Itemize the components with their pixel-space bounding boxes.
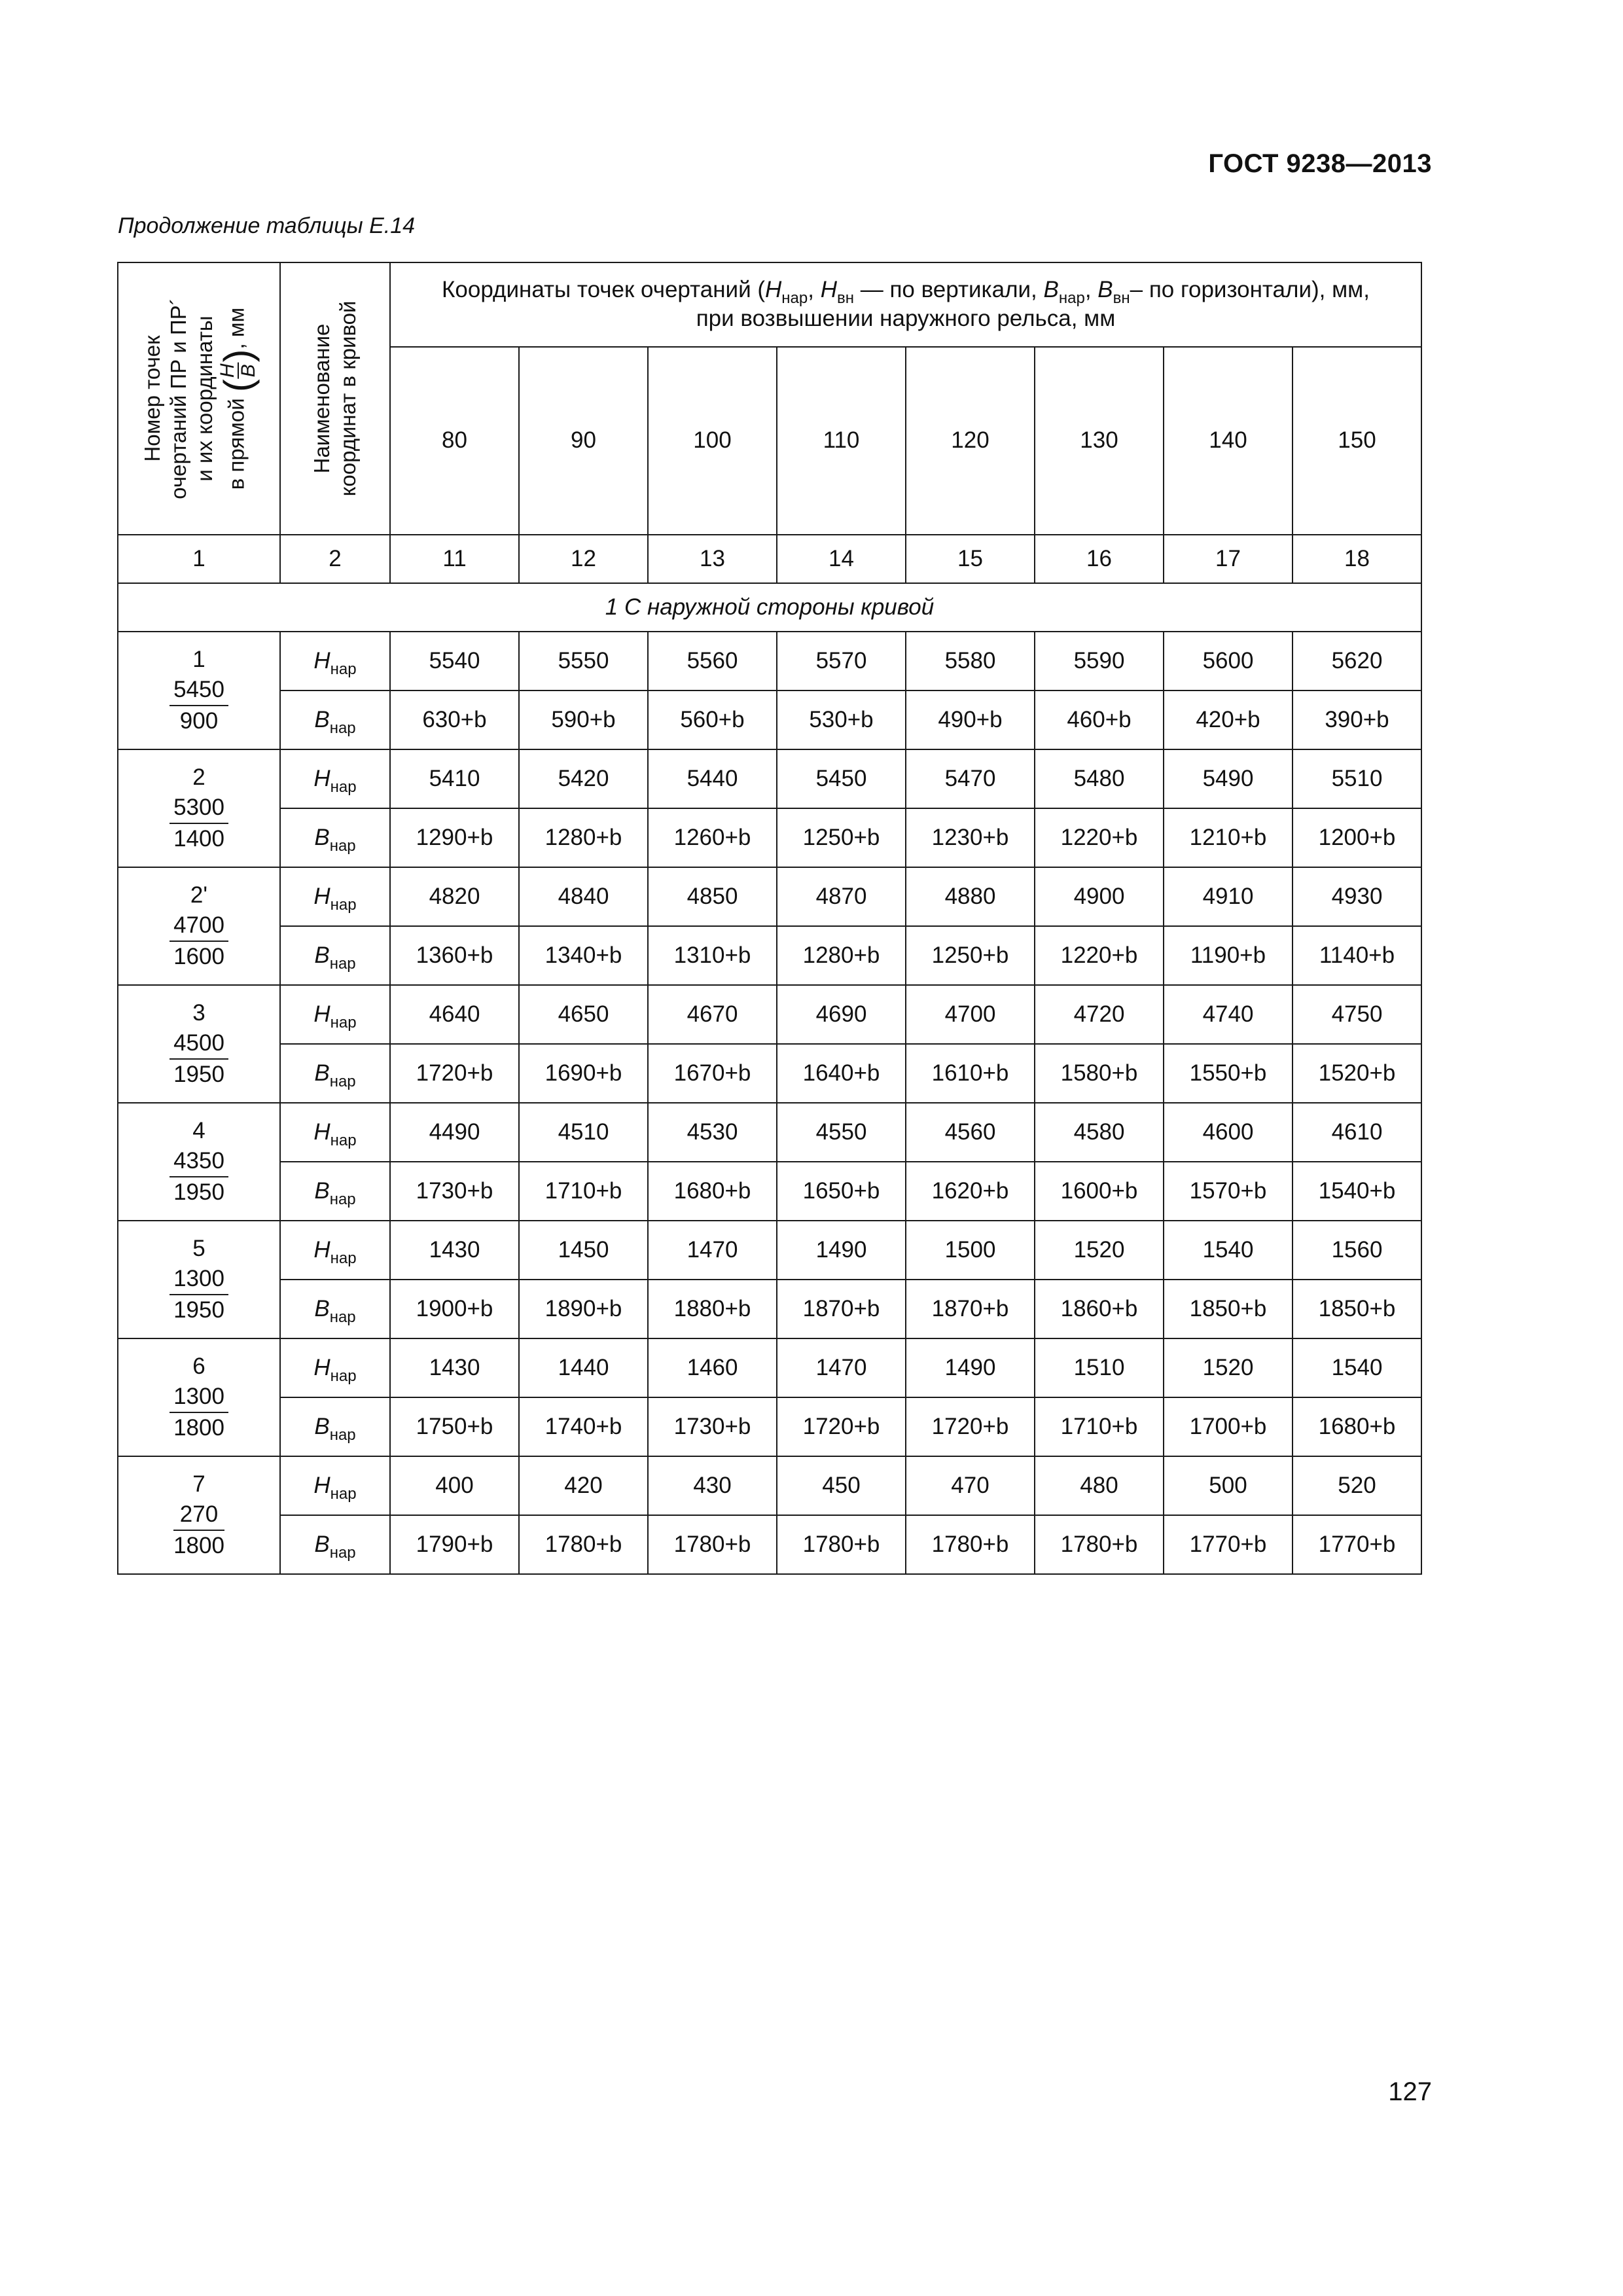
column-number-cell: 17 bbox=[1164, 535, 1293, 583]
b-value-cell: 1360+b bbox=[390, 926, 519, 985]
point-h-straight: 4700 bbox=[169, 910, 228, 942]
h-value-cell: 5490 bbox=[1164, 749, 1293, 808]
coord-subscript: нар bbox=[330, 1367, 357, 1385]
h-value-cell: 1560 bbox=[1293, 1221, 1421, 1280]
b-letter: B bbox=[1097, 277, 1113, 303]
b-value-cell: 1250+b bbox=[906, 926, 1035, 985]
b-value-cell: 390+b bbox=[1293, 691, 1421, 749]
h-value-cell: 4560 bbox=[906, 1103, 1035, 1162]
point-cell bbox=[118, 1338, 280, 1456]
h-value-cell: 4530 bbox=[648, 1103, 777, 1162]
elevation-cell: 110 bbox=[777, 347, 906, 535]
coord-subscript: нар bbox=[330, 1485, 357, 1503]
coord-letter: B bbox=[314, 825, 330, 850]
h-value-cell: 4700 bbox=[906, 985, 1035, 1044]
coord-letter: H bbox=[313, 1237, 330, 1263]
h-value-cell: 5550 bbox=[519, 632, 648, 691]
coord-name-b-nar bbox=[280, 1397, 390, 1456]
group-header-line2: при возвышении наружного рельса, мм bbox=[696, 306, 1116, 332]
coord-letter: B bbox=[314, 707, 330, 732]
table-row-h bbox=[118, 1338, 1421, 1397]
b-value-cell: 490+b bbox=[906, 691, 1035, 749]
coord-subscript: нар bbox=[329, 955, 356, 973]
b-value-cell: 1780+b bbox=[777, 1515, 906, 1574]
col1-header-prefix: в прямой bbox=[224, 398, 249, 490]
elevation-cell: 140 bbox=[1164, 347, 1293, 535]
coord-subscript: нар bbox=[330, 778, 357, 796]
coord-letter: B bbox=[314, 942, 330, 968]
coord-subscript: нар bbox=[329, 1544, 356, 1562]
point-b-straight: 1800 bbox=[173, 1415, 224, 1441]
b-value-cell: 1880+b bbox=[648, 1280, 777, 1338]
coord-letter: H bbox=[313, 1001, 330, 1027]
b-value-cell: 1710+b bbox=[519, 1162, 648, 1221]
point-straight-coords bbox=[169, 910, 228, 972]
point-cell bbox=[118, 1103, 280, 1221]
coord-letter: B bbox=[314, 1060, 330, 1086]
h-value-cell: 1490 bbox=[777, 1221, 906, 1280]
elevation-cell: 100 bbox=[648, 347, 777, 535]
b-value-cell: 1200+b bbox=[1293, 808, 1421, 867]
elevation-cell: 150 bbox=[1293, 347, 1421, 535]
group-header-line1 bbox=[391, 277, 1421, 306]
table-row-b bbox=[118, 1397, 1421, 1456]
section-title: 1 С наружной стороны кривой bbox=[118, 583, 1421, 632]
h-value-cell: 5570 bbox=[777, 632, 906, 691]
b-value-cell: 1900+b bbox=[390, 1280, 519, 1338]
b-value-cell: 1520+b bbox=[1293, 1044, 1421, 1103]
column-number-cell: 16 bbox=[1035, 535, 1164, 583]
h-value-cell: 4840 bbox=[519, 867, 648, 926]
coord-name-b-nar bbox=[280, 1280, 390, 1338]
point-number: 5 bbox=[192, 1236, 205, 1261]
h-value-cell: 4510 bbox=[519, 1103, 648, 1162]
b-value-cell: 460+b bbox=[1035, 691, 1164, 749]
point-straight-coords bbox=[169, 1382, 228, 1443]
b-value-cell: 1610+b bbox=[906, 1044, 1035, 1103]
h-value-cell: 4670 bbox=[648, 985, 777, 1044]
b-value-cell: 1280+b bbox=[777, 926, 906, 985]
h-value-cell: 5540 bbox=[390, 632, 519, 691]
col1-header bbox=[118, 262, 280, 535]
table-caption: Продолжение таблицы Е.14 bbox=[118, 213, 416, 238]
b-value-cell: 1680+b bbox=[1293, 1397, 1421, 1456]
b-value-cell: 1140+b bbox=[1293, 926, 1421, 985]
coord-name-h-nar bbox=[280, 1338, 390, 1397]
h-value-cell: 1510 bbox=[1035, 1338, 1164, 1397]
b-value-cell: 1770+b bbox=[1293, 1515, 1421, 1574]
h-value-cell: 4640 bbox=[390, 985, 519, 1044]
page-number: 127 bbox=[1388, 2077, 1432, 2106]
point-h-straight: 270 bbox=[173, 1499, 224, 1531]
h-value-cell: 1470 bbox=[648, 1221, 777, 1280]
table-row-b bbox=[118, 691, 1421, 749]
separator: , bbox=[808, 277, 821, 303]
h-value-cell: 5510 bbox=[1293, 749, 1421, 808]
point-h-straight: 5300 bbox=[169, 793, 228, 824]
coord-letter: B bbox=[314, 1532, 330, 1557]
h-value-cell: 5590 bbox=[1035, 632, 1164, 691]
point-h-straight: 4500 bbox=[169, 1028, 228, 1060]
table-row-b bbox=[118, 1162, 1421, 1221]
b-value-cell: 1670+b bbox=[648, 1044, 777, 1103]
point-number: 2 bbox=[192, 764, 205, 790]
column-number-cell: 11 bbox=[390, 535, 519, 583]
section-row bbox=[118, 583, 1421, 632]
coord-letter: H bbox=[313, 1355, 330, 1380]
point-cell bbox=[118, 1456, 280, 1574]
h-value-cell: 1450 bbox=[519, 1221, 648, 1280]
h-value-cell: 4910 bbox=[1164, 867, 1293, 926]
table-row-h bbox=[118, 1103, 1421, 1162]
b-value-cell: 1890+b bbox=[519, 1280, 648, 1338]
h-letter: H bbox=[820, 277, 837, 303]
separator: , bbox=[1084, 277, 1098, 303]
h-value-cell: 1520 bbox=[1035, 1221, 1164, 1280]
point-straight-coords bbox=[173, 1499, 224, 1561]
column-number-cell: 13 bbox=[648, 535, 777, 583]
h-value-cell: 4850 bbox=[648, 867, 777, 926]
h-value-cell: 1520 bbox=[1164, 1338, 1293, 1397]
col1-header-suffix: , мм bbox=[224, 307, 249, 350]
point-straight-coords bbox=[169, 1264, 228, 1325]
point-b-straight: 1400 bbox=[173, 826, 224, 852]
coord-letter: H bbox=[313, 884, 330, 909]
column-number-cell: 2 bbox=[280, 535, 390, 583]
h-value-cell: 450 bbox=[777, 1456, 906, 1515]
column-number-row bbox=[118, 535, 1421, 583]
coord-name-h-nar bbox=[280, 1456, 390, 1515]
h-value-cell: 1460 bbox=[648, 1338, 777, 1397]
h-value-cell: 1430 bbox=[390, 1221, 519, 1280]
column-number-cell: 18 bbox=[1293, 535, 1421, 583]
b-value-cell: 1190+b bbox=[1164, 926, 1293, 985]
b-value-cell: 1730+b bbox=[648, 1397, 777, 1456]
coord-subscript: нар bbox=[330, 1249, 357, 1267]
coordinates-table bbox=[117, 262, 1422, 1575]
h-value-cell: 4600 bbox=[1164, 1103, 1293, 1162]
h-value-cell: 5560 bbox=[648, 632, 777, 691]
h-value-cell: 5420 bbox=[519, 749, 648, 808]
b-value-cell: 1280+b bbox=[519, 808, 648, 867]
column-number-cell: 15 bbox=[906, 535, 1035, 583]
coord-name-b-nar bbox=[280, 691, 390, 749]
b-value-cell: 630+b bbox=[390, 691, 519, 749]
table-row-h bbox=[118, 867, 1421, 926]
b-value-cell: 1720+b bbox=[777, 1397, 906, 1456]
h-value-cell: 5480 bbox=[1035, 749, 1164, 808]
h-value-cell: 4650 bbox=[519, 985, 648, 1044]
point-number: 6 bbox=[192, 1354, 205, 1379]
point-b-straight: 1950 bbox=[173, 1297, 224, 1323]
subscript-vn: вн bbox=[1113, 289, 1130, 308]
b-value-cell: 1260+b bbox=[648, 808, 777, 867]
point-number: 4 bbox=[192, 1118, 205, 1143]
h-value-cell: 1470 bbox=[777, 1338, 906, 1397]
b-value-cell: 1730+b bbox=[390, 1162, 519, 1221]
b-value-cell: 1550+b bbox=[1164, 1044, 1293, 1103]
coord-name-h-nar bbox=[280, 1103, 390, 1162]
b-value-cell: 1720+b bbox=[390, 1044, 519, 1103]
group-header-text: – по горизонтали), мм, bbox=[1130, 277, 1370, 303]
h-value-cell: 480 bbox=[1035, 1456, 1164, 1515]
h-value-cell: 1490 bbox=[906, 1338, 1035, 1397]
elevation-cell: 90 bbox=[519, 347, 648, 535]
subscript-nar: нар bbox=[1058, 289, 1085, 308]
column-number-cell: 14 bbox=[777, 535, 906, 583]
table-row-b bbox=[118, 1044, 1421, 1103]
coord-letter: H bbox=[313, 1119, 330, 1145]
group-header bbox=[390, 262, 1421, 347]
coord-subscript: нар bbox=[329, 1308, 356, 1326]
h-value-cell: 4900 bbox=[1035, 867, 1164, 926]
h-value-cell: 1440 bbox=[519, 1338, 648, 1397]
coord-subscript: нар bbox=[329, 1073, 356, 1090]
b-value-cell: 1780+b bbox=[648, 1515, 777, 1574]
b-value-cell: 560+b bbox=[648, 691, 777, 749]
point-h-straight: 5450 bbox=[169, 675, 228, 706]
table-row-h bbox=[118, 632, 1421, 691]
coord-letter: H bbox=[313, 1473, 330, 1498]
point-straight-coords bbox=[169, 1028, 228, 1090]
b-value-cell: 1780+b bbox=[1035, 1515, 1164, 1574]
coord-name-b-nar bbox=[280, 1044, 390, 1103]
h-value-cell: 430 bbox=[648, 1456, 777, 1515]
b-value-cell: 1850+b bbox=[1164, 1280, 1293, 1338]
coord-subscript: нар bbox=[330, 1132, 357, 1149]
paren-close: ) bbox=[216, 349, 260, 363]
b-value-cell: 1850+b bbox=[1293, 1280, 1421, 1338]
point-b-straight: 1950 bbox=[173, 1062, 224, 1087]
table-row-b bbox=[118, 1280, 1421, 1338]
b-value-cell: 1290+b bbox=[390, 808, 519, 867]
point-b-straight: 1950 bbox=[173, 1179, 224, 1205]
table-row-b bbox=[118, 1515, 1421, 1574]
coord-name-h-nar bbox=[280, 632, 390, 691]
b-value-cell: 1220+b bbox=[1035, 808, 1164, 867]
b-value-cell: 1690+b bbox=[519, 1044, 648, 1103]
fraction-numerator: H bbox=[217, 363, 238, 378]
point-number: 3 bbox=[192, 1000, 205, 1026]
coord-letter: B bbox=[314, 1178, 330, 1204]
b-value-cell: 1650+b bbox=[777, 1162, 906, 1221]
point-cell bbox=[118, 985, 280, 1103]
table-row-h bbox=[118, 1456, 1421, 1515]
coord-name-h-nar bbox=[280, 985, 390, 1044]
table-row-h bbox=[118, 1221, 1421, 1280]
point-b-straight: 1600 bbox=[173, 944, 224, 969]
b-value-cell: 1780+b bbox=[519, 1515, 648, 1574]
h-value-cell: 4610 bbox=[1293, 1103, 1421, 1162]
b-value-cell: 420+b bbox=[1164, 691, 1293, 749]
b-value-cell: 1210+b bbox=[1164, 808, 1293, 867]
coord-letter: B bbox=[314, 1296, 330, 1321]
point-cell bbox=[118, 632, 280, 749]
h-value-cell: 5470 bbox=[906, 749, 1035, 808]
col2-header-line2: координат в кривой bbox=[336, 300, 360, 497]
b-value-cell: 1340+b bbox=[519, 926, 648, 985]
h-value-cell: 4930 bbox=[1293, 867, 1421, 926]
elevation-cell: 80 bbox=[390, 347, 519, 535]
b-value-cell: 1600+b bbox=[1035, 1162, 1164, 1221]
b-value-cell: 1680+b bbox=[648, 1162, 777, 1221]
col2-header bbox=[280, 262, 390, 535]
point-number: 1 bbox=[192, 647, 205, 672]
document-code: ГОСТ 9238—2013 bbox=[1208, 149, 1432, 178]
column-number-cell: 12 bbox=[519, 535, 648, 583]
table-row-h bbox=[118, 749, 1421, 808]
coord-subscript: нар bbox=[330, 1014, 357, 1031]
h-value-cell: 4550 bbox=[777, 1103, 906, 1162]
elevation-cell: 130 bbox=[1035, 347, 1164, 535]
point-h-straight: 4350 bbox=[169, 1146, 228, 1177]
col1-header-line2: очертаний ПР и ПР´ bbox=[166, 298, 190, 499]
h-letter: H bbox=[765, 277, 782, 303]
b-value-cell: 1750+b bbox=[390, 1397, 519, 1456]
b-value-cell: 1870+b bbox=[906, 1280, 1035, 1338]
b-value-cell: 530+b bbox=[777, 691, 906, 749]
table-row-b bbox=[118, 808, 1421, 867]
coord-name-b-nar bbox=[280, 1162, 390, 1221]
b-value-cell: 1770+b bbox=[1164, 1515, 1293, 1574]
group-header-text: — по вертикали, bbox=[854, 277, 1044, 303]
point-straight-coords bbox=[169, 1146, 228, 1208]
coord-subscript: нар bbox=[330, 660, 357, 678]
point-straight-coords bbox=[169, 675, 228, 736]
coord-name-h-nar bbox=[280, 1221, 390, 1280]
subscript-nar: нар bbox=[781, 289, 808, 308]
h-value-cell: 1500 bbox=[906, 1221, 1035, 1280]
b-value-cell: 1710+b bbox=[1035, 1397, 1164, 1456]
h-value-cell: 4880 bbox=[906, 867, 1035, 926]
b-letter: B bbox=[1043, 277, 1059, 303]
group-header-text: Координаты точек очертаний ( bbox=[442, 277, 766, 303]
b-value-cell: 590+b bbox=[519, 691, 648, 749]
b-value-cell: 1570+b bbox=[1164, 1162, 1293, 1221]
point-number: 7 bbox=[192, 1471, 205, 1497]
col1-header-line1: Номер точек bbox=[140, 335, 164, 462]
point-h-straight: 1300 bbox=[169, 1264, 228, 1295]
column-number-cell: 1 bbox=[118, 535, 280, 583]
coord-letter: H bbox=[313, 648, 330, 673]
coord-name-b-nar bbox=[280, 808, 390, 867]
h-value-cell: 1430 bbox=[390, 1338, 519, 1397]
point-straight-coords bbox=[169, 793, 228, 854]
h-value-cell: 5580 bbox=[906, 632, 1035, 691]
h-value-cell: 5440 bbox=[648, 749, 777, 808]
h-value-cell: 4820 bbox=[390, 867, 519, 926]
coord-letter: B bbox=[314, 1414, 330, 1439]
b-value-cell: 1310+b bbox=[648, 926, 777, 985]
col1-header-line4 bbox=[218, 298, 259, 499]
h-value-cell: 4870 bbox=[777, 867, 906, 926]
b-value-cell: 1740+b bbox=[519, 1397, 648, 1456]
h-value-cell: 4690 bbox=[777, 985, 906, 1044]
coord-subscript: нар bbox=[329, 837, 356, 855]
h-value-cell: 4740 bbox=[1164, 985, 1293, 1044]
coord-name-b-nar bbox=[280, 926, 390, 985]
fraction-denominator: B bbox=[238, 364, 259, 378]
elevation-cell: 120 bbox=[906, 347, 1035, 535]
coord-name-b-nar bbox=[280, 1515, 390, 1574]
h-value-cell: 5410 bbox=[390, 749, 519, 808]
point-cell bbox=[118, 749, 280, 867]
coord-subscript: нар bbox=[329, 1426, 356, 1444]
coord-letter: H bbox=[313, 766, 330, 791]
h-value-cell: 5620 bbox=[1293, 632, 1421, 691]
b-value-cell: 1640+b bbox=[777, 1044, 906, 1103]
h-value-cell: 1540 bbox=[1293, 1338, 1421, 1397]
h-value-cell: 4720 bbox=[1035, 985, 1164, 1044]
point-h-straight: 1300 bbox=[169, 1382, 228, 1413]
col2-header-line1: Наименование bbox=[310, 323, 334, 474]
subscript-vn: вн bbox=[836, 289, 854, 308]
b-value-cell: 1230+b bbox=[906, 808, 1035, 867]
coord-subscript: нар bbox=[329, 719, 356, 737]
point-number: 2' bbox=[190, 882, 208, 908]
b-value-cell: 1870+b bbox=[777, 1280, 906, 1338]
table-row-b bbox=[118, 926, 1421, 985]
h-value-cell: 4580 bbox=[1035, 1103, 1164, 1162]
coord-name-h-nar bbox=[280, 749, 390, 808]
b-value-cell: 1860+b bbox=[1035, 1280, 1164, 1338]
h-value-cell: 500 bbox=[1164, 1456, 1293, 1515]
b-value-cell: 1700+b bbox=[1164, 1397, 1293, 1456]
b-value-cell: 1790+b bbox=[390, 1515, 519, 1574]
paren-open: ( bbox=[216, 379, 260, 393]
h-value-cell: 470 bbox=[906, 1456, 1035, 1515]
h-value-cell: 4750 bbox=[1293, 985, 1421, 1044]
b-value-cell: 1780+b bbox=[906, 1515, 1035, 1574]
coord-subscript: нар bbox=[329, 1191, 356, 1208]
h-value-cell: 420 bbox=[519, 1456, 648, 1515]
point-b-straight: 1800 bbox=[173, 1533, 224, 1558]
point-cell bbox=[118, 1221, 280, 1338]
point-b-straight: 900 bbox=[179, 708, 219, 734]
table-row-h bbox=[118, 985, 1421, 1044]
col1-header-line3: и их координаты bbox=[192, 315, 217, 482]
h-value-cell: 4490 bbox=[390, 1103, 519, 1162]
point-cell bbox=[118, 867, 280, 985]
b-value-cell: 1620+b bbox=[906, 1162, 1035, 1221]
b-value-cell: 1580+b bbox=[1035, 1044, 1164, 1103]
h-value-cell: 520 bbox=[1293, 1456, 1421, 1515]
h-value-cell: 5450 bbox=[777, 749, 906, 808]
b-value-cell: 1540+b bbox=[1293, 1162, 1421, 1221]
b-value-cell: 1250+b bbox=[777, 808, 906, 867]
h-value-cell: 1540 bbox=[1164, 1221, 1293, 1280]
b-value-cell: 1720+b bbox=[906, 1397, 1035, 1456]
coord-name-h-nar bbox=[280, 867, 390, 926]
h-value-cell: 400 bbox=[390, 1456, 519, 1515]
h-over-b-fraction bbox=[218, 362, 259, 379]
h-value-cell: 5600 bbox=[1164, 632, 1293, 691]
b-value-cell: 1220+b bbox=[1035, 926, 1164, 985]
coord-subscript: нар bbox=[330, 896, 357, 914]
